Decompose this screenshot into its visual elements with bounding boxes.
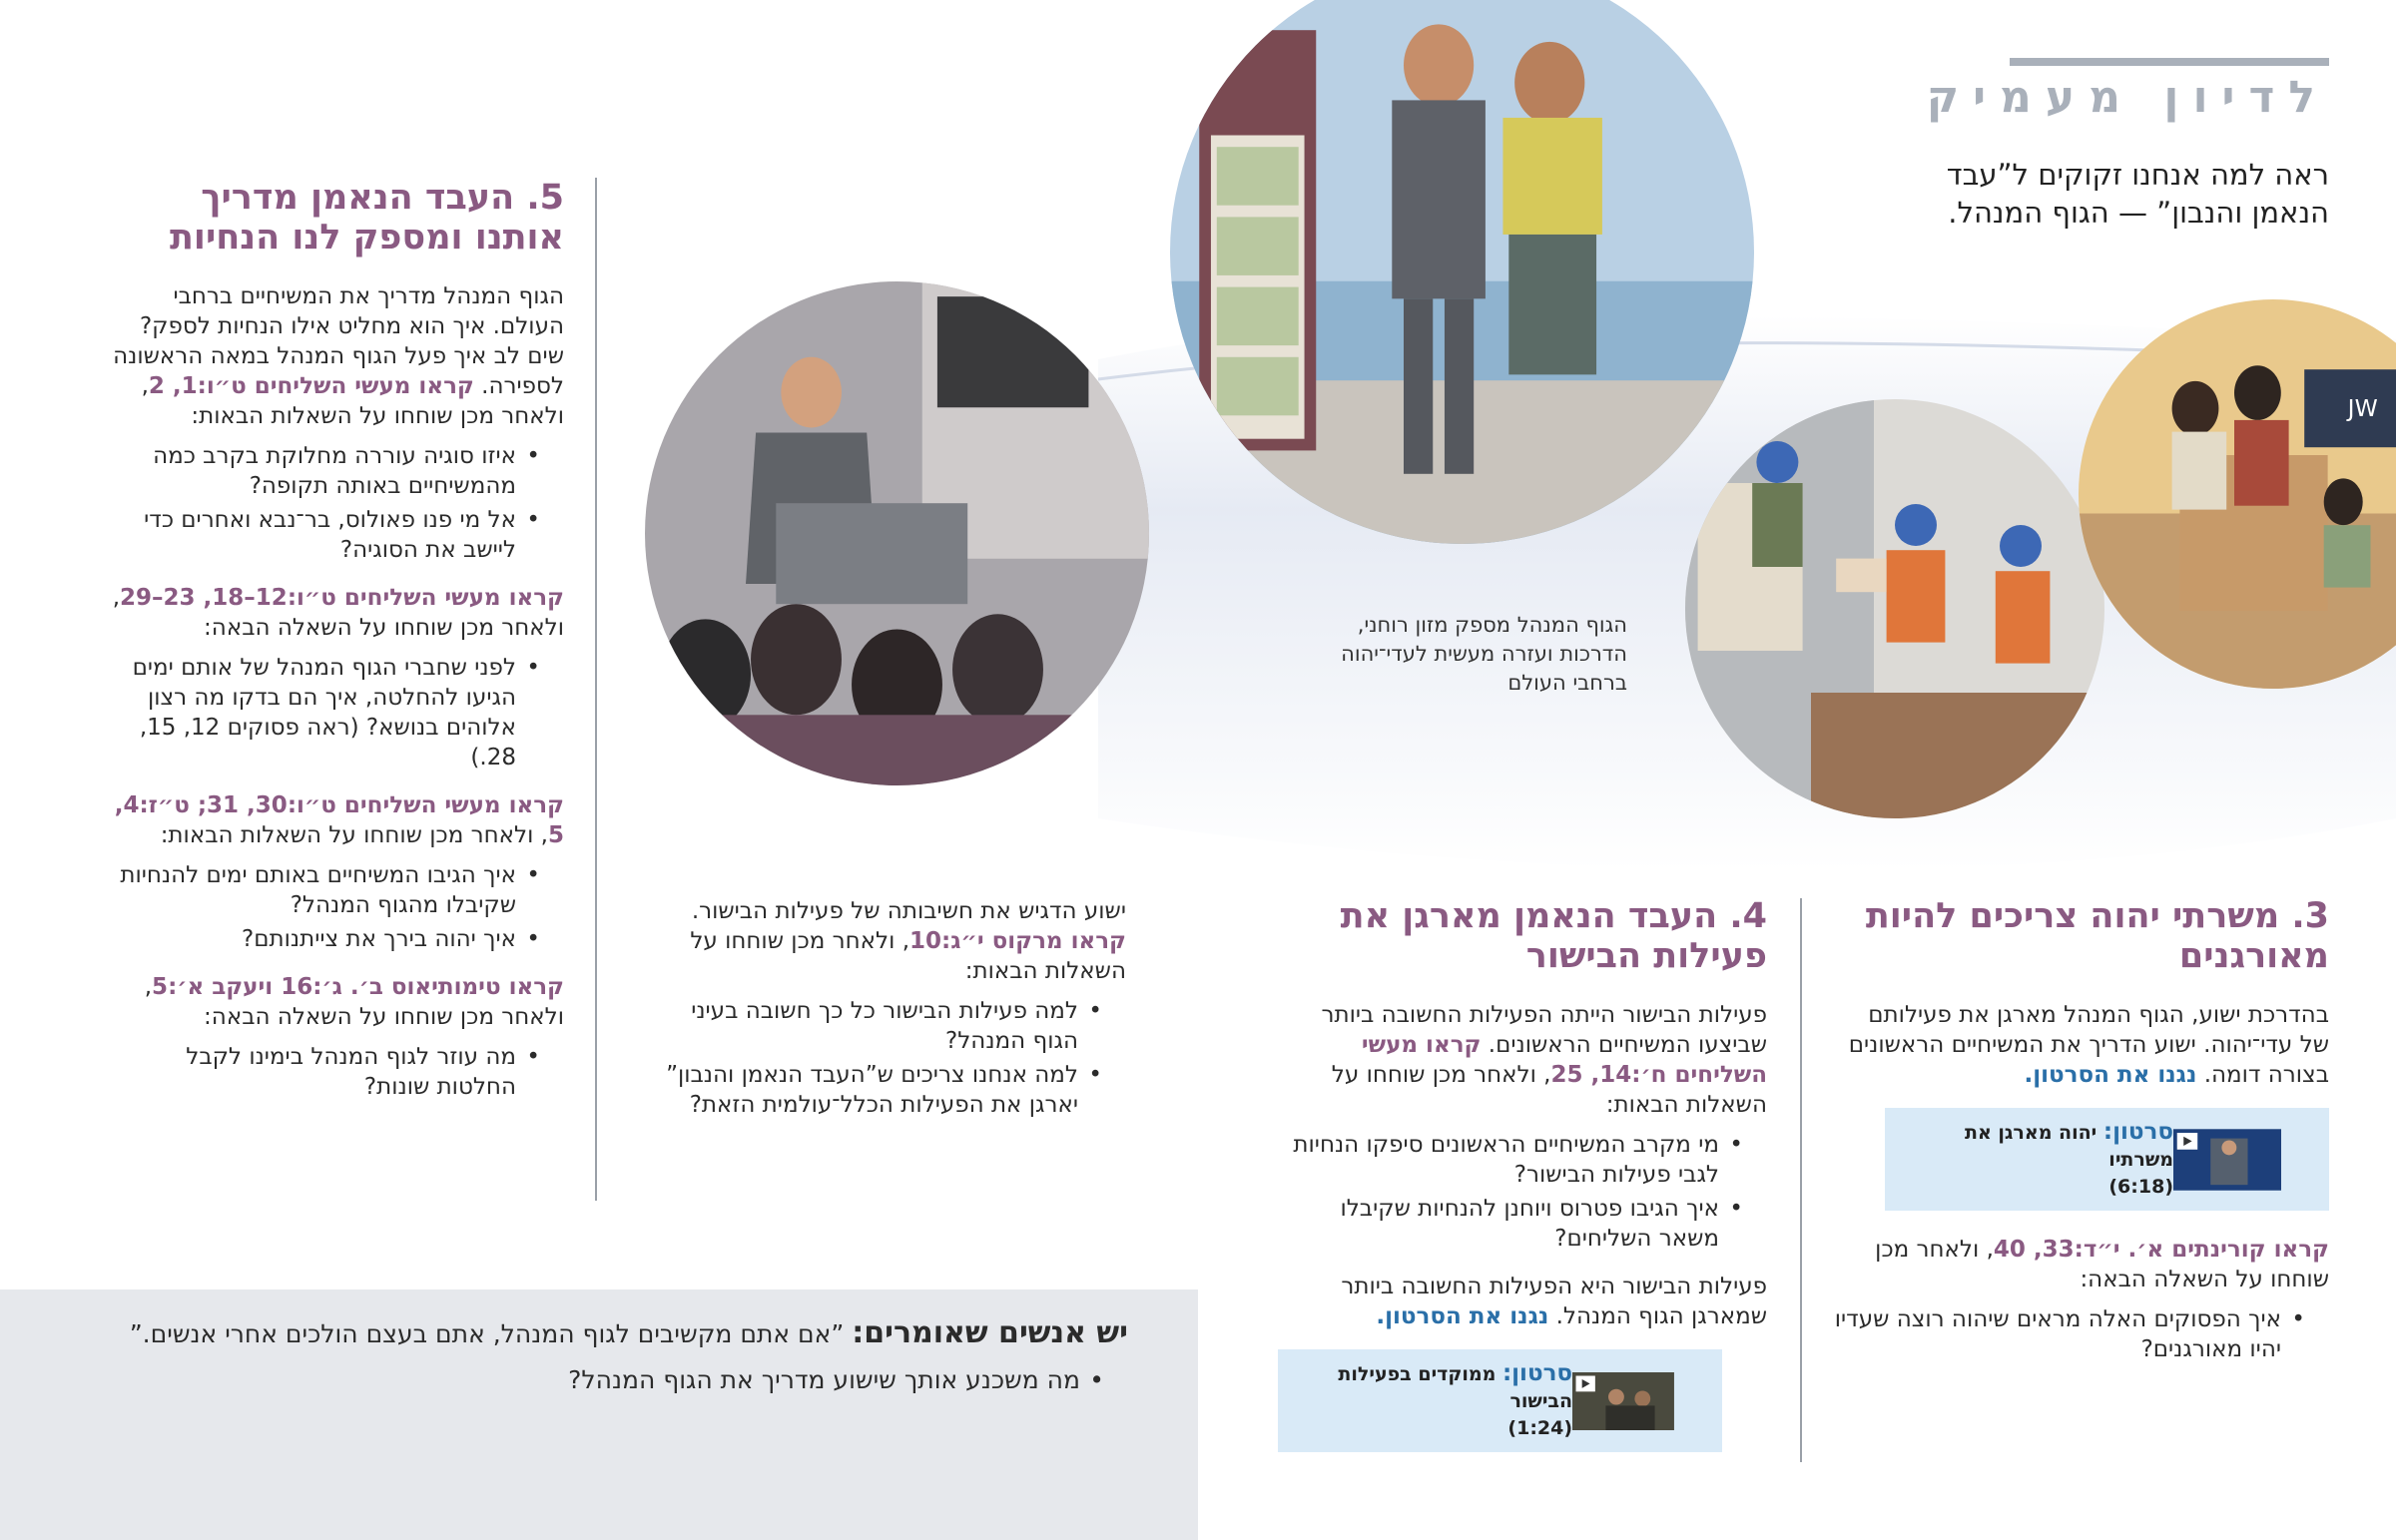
question-item: • איך יהוה בירך את צייתנותם? — [100, 924, 564, 954]
question-item: • איזו סוגיה עוררה מחלוקת בקרב כמה מהמשיחיים באותה תקופה? — [100, 441, 564, 501]
video-title: סרטון: יהוה מארגן את משרתיו (6:18) — [1964, 1118, 2173, 1198]
video-thumbnail[interactable] — [2173, 1127, 2281, 1193]
illustration-speaker-meeting — [645, 281, 1149, 785]
column-divider — [1800, 898, 1802, 1462]
svg-text:JW: JW — [2347, 394, 2378, 422]
question-item: • למה אנחנו צריכים ש”העבד הנאמן והנבון” יארגן את הפעילות הכלל־עולמית הזאת? — [654, 1060, 1126, 1120]
question-item: • איך הפסוקים האלה מראים שיהוה רוצה שעדיו יהיו מאורגנים? — [1833, 1304, 2329, 1364]
page-title: לדיון מעמיק — [1926, 72, 2329, 123]
section-4-continued — [654, 896, 1126, 1138]
scripture-ref[interactable]: קראו מעשי השליחים ט״ו:1, 2 — [148, 373, 474, 399]
section-5 — [100, 178, 564, 1120]
question-item: • למה פעילות הבישור כל כך חשובה בעיני הגוף המנהל? — [654, 996, 1126, 1056]
video-thumbnail[interactable] — [1572, 1368, 1674, 1434]
play-video-link[interactable]: נגנו את הסרטון. — [1376, 1303, 1549, 1329]
section-5-read-2: קראו מעשי השליחים ט״ו:12–18, 23–29, ולאחר מכן שוחחו על השאלה הבאה: — [112, 585, 564, 641]
intro-text: ראה למה אנחנו זקוקים ל”עבד הנאמן והנבון” — הגוף המנהל. — [1946, 158, 2329, 230]
some-say-label: יש אנשים שאומרים: — [852, 1315, 1128, 1350]
section-3-paragraph: בהדרכת ישוע, הגוף המנהל מארגן את פעילותם של עדי־יהוה. ישוע הדריך את המשיחיים הראשונים בצורה דומה. נגנו את הסרטון. — [1848, 1002, 2329, 1088]
scripture-ref[interactable]: קראו מעשי השליחים ט״ו:12–18, 23–29 — [120, 585, 564, 611]
illustration-caption: הגוף המנהל מספק מזון רוחני, הדרכות ועזרה מעשית לעדי־יהוה ברחבי העולם — [1341, 613, 1627, 695]
question-item: • איך הגיבו פטרוס ויוחנן להנחיות שקיבלו משאר השליחים? — [1278, 1194, 1767, 1254]
section-5-read-3: קראו מעשי השליחים ט״ו:30, 31; ט״ז:4, 5, ולאחר מכן שוחחו על השאלות הבאות: — [114, 792, 564, 848]
some-say-box — [120, 1315, 1128, 1416]
section-3-heading: 3. משרתי יהוה צריכים להיות מאורגנים — [1865, 896, 2329, 976]
scripture-ref[interactable]: קראו מעשי השליחים ט״ו:30, 31; ט״ז:4, 5 — [114, 792, 564, 848]
header-bar — [2010, 58, 2329, 66]
question-item: • מי מקרב המשיחיים הראשונים סיפקו הנחיות לגבי פעילות הבישור? — [1278, 1130, 1767, 1190]
video-card[interactable] — [1278, 1349, 1722, 1452]
scripture-ref[interactable]: קראו מעשי השליחים ח׳:14, 25 — [1361, 1032, 1767, 1088]
column-divider — [595, 178, 597, 1201]
section-5-read-4: קראו טימותיאוס ב׳. ג׳:16 ויעקב א׳:5, ולאחר מכן שוחחו על השאלה הבאה: — [144, 974, 564, 1030]
section-4-cont-paragraph: ישוע הדגיש את חשיבותה של פעילות הבישור. קראו מרקוס י״ג:10, ולאחר מכן שוחחו על השאלות הבאות: — [690, 898, 1126, 984]
scripture-ref[interactable]: קראו קורינתים א׳. י״ד:33, 40 — [1993, 1237, 2329, 1263]
question-item: • אל מי פנו פאולוס, בר־נבא ואחרים כדי ליישב את הסוגיה? — [100, 505, 564, 565]
section-4-paragraph-2: פעילות הבישור היא הפעילות החשובה ביותר שמארגן הגוף המנהל. נגנו את הסרטון. — [1341, 1274, 1767, 1329]
illustration-relief-workers — [1685, 399, 2104, 818]
question-item: • מה עוזר לגוף המנהל בימינו לקבל החלטות שונות? — [100, 1042, 564, 1102]
question-item: • איך הגיבו המשיחיים באותם ימים להנחיות שקיבלו מהגוף המנהל? — [100, 860, 564, 920]
section-4-heading: 4. העבד הנאמן מארגן את פעילות הבישור — [1340, 896, 1767, 976]
section-3 — [1833, 896, 2329, 1382]
video-card[interactable] — [1885, 1108, 2329, 1211]
question-item: • לפני שחברי הגוף המנהל של אותם ימים הגיעו להחלטה, איך הם בדקו מה רצון אלוהים בנושא? (ראה פסוקים 12, 15, 28.) — [100, 653, 564, 772]
scripture-ref[interactable]: קראו טימותיאוס ב׳. ג׳:16 ויעקב א׳:5 — [152, 974, 564, 1000]
some-say-statement: יש אנשים שאומרים: ”אם אתם מקשיבים לגוף המנהל, אתם בעצם הולכים אחרי אנשים.” — [129, 1315, 1128, 1350]
section-4 — [1278, 896, 1767, 1452]
video-title: סרטון: ממוקדים בפעילות הבישור (1:24) — [1338, 1359, 1573, 1439]
section-5-heading: 5. העבד הנאמן מדריך אותנו ומספק לנו הנחיות — [170, 178, 564, 257]
section-3-read: קראו קורינתים א׳. י״ד:33, 40, ולאחר מכן שוחחו על השאלה הבאה: — [1875, 1237, 2329, 1292]
scripture-ref[interactable]: קראו מרקוס י״ג:10 — [909, 928, 1126, 954]
section-4-paragraph: פעילות הבישור הייתה הפעילות החשובה ביותר שביצעו המשיחיים הראשונים. קראו מעשי השליחים ח׳:14, 25, ולאחר מכן שוחחו על השאלות הבאות: — [1321, 1002, 1767, 1118]
question-item: • מה משכנע אותך שישוע מדריך את הגוף המנהל? — [120, 1362, 1128, 1398]
section-5-paragraph: הגוף המנהל מדריך את המשיחיים ברחבי העולם. איך הוא מחליט אילו הנחיות לספק? שים לב איך פעל הגוף המנהל במאה הראשונה לספירה. קראו מעשי השליחים ט״ו:1, 2, ולאחר מכן שוחחו על השאלות הבאות: — [113, 283, 564, 429]
play-video-link[interactable]: נגנו את הסרטון. — [2024, 1062, 2197, 1088]
